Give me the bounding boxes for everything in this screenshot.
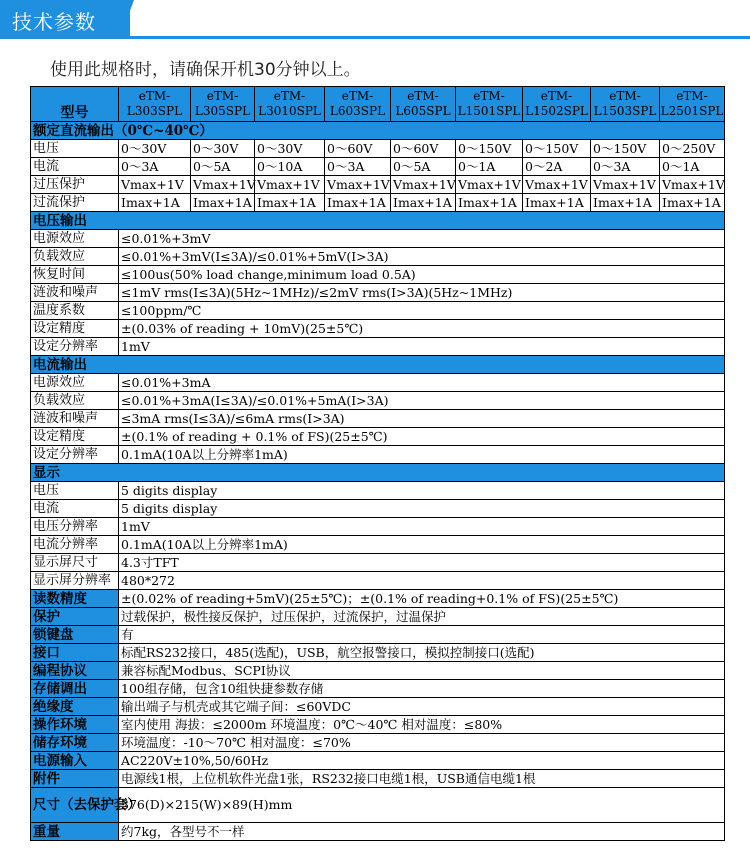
row-value: 5 digits display — [119, 482, 725, 500]
row-value: ≤3mA rms(I≤3A)/≤6mA rms(I>3A) — [119, 410, 725, 428]
row-value: 1mV — [119, 338, 725, 356]
table-row — [31, 644, 725, 662]
cell-value: 0～3A — [119, 158, 191, 176]
cell-value: 0～5A — [191, 158, 255, 176]
cell-value: Imax+1A — [391, 194, 456, 212]
row-label: 电压分辨率 — [31, 518, 119, 536]
row-label: 温度系数 — [31, 302, 119, 320]
table-row — [31, 446, 725, 464]
row-label: 过压保护 — [31, 176, 119, 194]
model-suffix: L1502SPL — [525, 104, 588, 118]
cell-value: 0～10A — [255, 158, 325, 176]
model-name — [191, 87, 255, 122]
section-title-display: 显示 — [31, 464, 725, 482]
cell-value: 0～30V — [119, 140, 191, 158]
model-header-label: 型号 — [31, 87, 119, 122]
section-title-dc-output: 额定直流输出（0℃~40℃） — [31, 122, 725, 140]
row-value: AC220V±10%,50/60Hz — [119, 752, 725, 770]
table-row — [31, 140, 725, 158]
row-value: 室内使用 海拔：≤2000m 环境温度：0℃～40℃ 相对温度：≤80% — [119, 716, 725, 734]
cell-value: 0～1A — [660, 158, 725, 176]
row-value: ≤0.01%+3mA(I≤3A)/≤0.01%+5mA(I>3A) — [119, 392, 725, 410]
row-value: 5 digits display — [119, 500, 725, 518]
cell-value: 0～150V — [591, 140, 660, 158]
table-row — [31, 500, 725, 518]
section-row — [31, 464, 725, 482]
table-row — [31, 518, 725, 536]
row-value: 有 — [119, 626, 725, 644]
cell-value: 0～30V — [191, 140, 255, 158]
row-value: 环境温度：-10～70℃ 相对温度：≤70% — [119, 734, 725, 752]
row-value: 100组存储，包含10组快捷参数存储 — [119, 680, 725, 698]
row-label: 附件 — [31, 770, 119, 788]
model-suffix: L603SPL — [329, 104, 386, 118]
table-row — [31, 680, 725, 698]
row-label: 过流保护 — [31, 194, 119, 212]
cell-value: Vmax+1V — [255, 176, 325, 194]
cell-value: 0～1A — [456, 158, 523, 176]
cell-value: 0～2A — [523, 158, 591, 176]
row-label: 负载效应 — [31, 248, 119, 266]
model-suffix: L1503SPL — [593, 104, 657, 118]
model-prefix: eTM- — [341, 89, 374, 103]
table-row — [31, 698, 725, 716]
row-value: 376(D)×215(W)×89(H)mm — [119, 788, 725, 823]
table-row — [31, 230, 725, 248]
row-value: ±(0.1% of reading + 0.1% of FS)(25±5℃) — [119, 428, 725, 446]
row-value: ≤0.01%+3mA — [119, 374, 725, 392]
table-row — [31, 302, 725, 320]
cell-value: Imax+1A — [591, 194, 660, 212]
row-value: ±(0.03% of reading + 10mV)(25±5℃) — [119, 320, 725, 338]
table-row — [31, 428, 725, 446]
table-row — [31, 662, 725, 680]
row-value: ≤100us(50% load change,minimum load 0.5A) — [119, 266, 725, 284]
cell-value: 0～150V — [523, 140, 591, 158]
row-label: 电流 — [31, 158, 119, 176]
cell-value: Imax+1A — [119, 194, 191, 212]
table-row — [31, 554, 725, 572]
table-row — [31, 608, 725, 626]
cell-value: 0～60V — [325, 140, 391, 158]
banner-notch — [120, 0, 134, 38]
row-value: 约7kg，各型号不一样 — [119, 823, 725, 841]
table-row — [31, 248, 725, 266]
cell-value: Vmax+1V — [456, 176, 523, 194]
cell-value: 0～30V — [255, 140, 325, 158]
row-label: 负载效应 — [31, 392, 119, 410]
section-row — [31, 212, 725, 230]
cell-value: 0～250V — [660, 140, 725, 158]
row-label: 保护 — [31, 608, 119, 626]
row-label: 编程协议 — [31, 662, 119, 680]
row-label: 存储调出 — [31, 680, 119, 698]
section-banner — [0, 0, 750, 40]
table-row — [31, 823, 725, 841]
usage-note: 使用此规格时，请确保开机30分钟以上。 — [50, 60, 361, 80]
row-label: 读数精度 — [31, 590, 119, 608]
model-name — [456, 87, 523, 122]
model-header-row — [31, 87, 725, 122]
table-row — [31, 338, 725, 356]
cell-value: 0～3A — [591, 158, 660, 176]
row-label: 电流分辨率 — [31, 536, 119, 554]
row-value: 输出端子与机壳或其它端子间：≤60VDC — [119, 698, 725, 716]
row-value: ≤1mV rms(I≤3A)(5Hz~1MHz)/≤2mV rms(I>3A)(5Hz~1MHz) — [119, 284, 725, 302]
model-prefix: eTM- — [206, 89, 239, 103]
model-prefix: eTM- — [273, 89, 306, 103]
model-name — [325, 87, 391, 122]
row-label: 显示屏分辨率 — [31, 572, 119, 590]
cell-value: Vmax+1V — [191, 176, 255, 194]
cell-value: Imax+1A — [660, 194, 725, 212]
row-value: 标配RS232接口，485(选配)，USB，航空报警接口，模拟控制接口(选配) — [119, 644, 725, 662]
table-row — [31, 320, 725, 338]
row-label: 接口 — [31, 644, 119, 662]
row-label: 涟波和噪声 — [31, 284, 119, 302]
row-label: 电源效应 — [31, 230, 119, 248]
row-label: 设定分辨率 — [31, 446, 119, 464]
table-row — [31, 392, 725, 410]
row-value: 0.1mA(10A以上分辨率1mA) — [119, 446, 725, 464]
row-label: 绝缘度 — [31, 698, 119, 716]
row-label: 电流 — [31, 500, 119, 518]
row-label: 设定精度 — [31, 320, 119, 338]
row-value: 0.1mA(10A以上分辨率1mA) — [119, 536, 725, 554]
table-row — [31, 176, 725, 194]
table-row — [31, 536, 725, 554]
row-label: 电压 — [31, 482, 119, 500]
row-label: 操作环境 — [31, 716, 119, 734]
table-row — [31, 158, 725, 176]
row-value: ≤100ppm/℃ — [119, 302, 725, 320]
model-suffix: L305SPL — [194, 104, 251, 118]
cell-value: Vmax+1V — [119, 176, 191, 194]
table-row — [31, 788, 725, 823]
section-row — [31, 356, 725, 374]
banner-title: 技术参数 — [12, 10, 96, 34]
table-row — [31, 734, 725, 752]
table-row — [31, 284, 725, 302]
cell-value: Imax+1A — [255, 194, 325, 212]
spec-table — [30, 86, 725, 841]
row-value: 480*272 — [119, 572, 725, 590]
section-title-voltage-output: 电压输出 — [31, 212, 725, 230]
model-prefix: eTM- — [609, 89, 641, 103]
model-prefix: eTM- — [540, 89, 573, 103]
table-row — [31, 590, 725, 608]
table-row — [31, 770, 725, 788]
row-label: 电压 — [31, 140, 119, 158]
row-value: ≤0.01%+3mV — [119, 230, 725, 248]
table-row — [31, 482, 725, 500]
cell-value: Vmax+1V — [325, 176, 391, 194]
row-label: 锁键盘 — [31, 626, 119, 644]
table-row — [31, 374, 725, 392]
row-label: 显示屏尺寸 — [31, 554, 119, 572]
model-name — [119, 87, 191, 122]
row-label: 设定精度 — [31, 428, 119, 446]
table-row — [31, 266, 725, 284]
model-name — [660, 87, 725, 122]
cell-value: 0～5A — [391, 158, 456, 176]
cell-value: 0～150V — [456, 140, 523, 158]
model-name — [591, 87, 660, 122]
cell-value: 0～60V — [391, 140, 456, 158]
model-name — [391, 87, 456, 122]
row-value: 4.3寸TFT — [119, 554, 725, 572]
row-label: 重量 — [31, 823, 119, 841]
model-suffix: L1501SPL — [457, 104, 521, 118]
table-row — [31, 410, 725, 428]
table-row — [31, 194, 725, 212]
cell-value: Imax+1A — [456, 194, 523, 212]
model-prefix: eTM- — [676, 89, 708, 103]
row-value: 过载保护，极性接反保护，过压保护，过流保护，过温保护 — [119, 608, 725, 626]
model-suffix: L605SPL — [395, 104, 451, 118]
cell-value: Imax+1A — [191, 194, 255, 212]
section-title-current-output: 电流输出 — [31, 356, 725, 374]
table-row — [31, 626, 725, 644]
cell-value: Imax+1A — [523, 194, 591, 212]
row-label: 涟波和噪声 — [31, 410, 119, 428]
banner-underline — [0, 36, 750, 39]
cell-value: Imax+1A — [325, 194, 391, 212]
row-value: ≤0.01%+3mV(I≤3A)/≤0.01%+5mV(I>3A) — [119, 248, 725, 266]
model-prefix: eTM- — [138, 89, 171, 103]
model-suffix: L2501SPL — [660, 104, 724, 118]
row-label: 储存环境 — [31, 734, 119, 752]
row-label: 设定分辨率 — [31, 338, 119, 356]
model-name — [523, 87, 591, 122]
cell-value: Vmax+1V — [591, 176, 660, 194]
cell-value: 0～3A — [325, 158, 391, 176]
row-value: ±(0.02% of reading+5mV)(25±5℃)；±(0.1% of reading+0.1% of FS)(25±5℃) — [119, 590, 725, 608]
cell-value: Vmax+1V — [523, 176, 591, 194]
cell-value: Vmax+1V — [660, 176, 725, 194]
model-name — [255, 87, 325, 122]
model-suffix: L303SPL — [126, 104, 183, 118]
row-value: 1mV — [119, 518, 725, 536]
table-row — [31, 752, 725, 770]
cell-value: Vmax+1V — [391, 176, 456, 194]
model-suffix: L3010SPL — [258, 104, 321, 118]
row-label: 恢复时间 — [31, 266, 119, 284]
model-prefix: eTM- — [407, 89, 439, 103]
row-label: 电源效应 — [31, 374, 119, 392]
row-label: 电源输入 — [31, 752, 119, 770]
row-value: 电源线1根，上位机软件光盘1张，RS232接口电缆1根，USB通信电缆1根 — [119, 770, 725, 788]
table-row — [31, 572, 725, 590]
model-prefix: eTM- — [473, 89, 505, 103]
row-label: 尺寸（去保护套） — [31, 788, 119, 823]
table-row — [31, 716, 725, 734]
section-row — [31, 122, 725, 140]
row-value: 兼容标配Modbus、SCPI协议 — [119, 662, 725, 680]
